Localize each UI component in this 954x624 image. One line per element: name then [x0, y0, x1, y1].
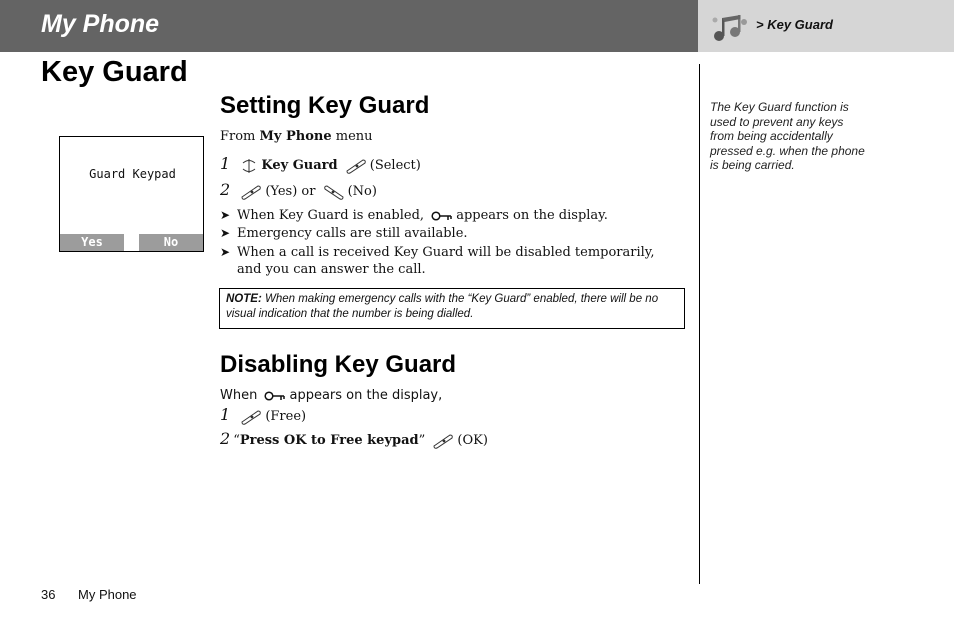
- bullet-text: appears on the display.: [456, 208, 608, 223]
- step-number: 1: [220, 405, 231, 424]
- step-action: (OK): [457, 433, 488, 448]
- intro-text: When: [220, 388, 258, 403]
- bullet-text: and you can answer the call.: [237, 262, 426, 277]
- step-menu-item: Key Guard: [261, 158, 338, 173]
- note-label: NOTE:: [226, 293, 262, 305]
- page-number: 36: [41, 587, 56, 602]
- bullet-call-received-cont: [220, 261, 426, 279]
- setting-step-1: [220, 155, 421, 175]
- bullet-text: When Key Guard is enabled,: [237, 208, 425, 223]
- step-yes-label: (Yes) or: [265, 184, 316, 199]
- left-soft-key-icon: [240, 409, 262, 425]
- step-prompt: Press OK to Free keypad: [239, 433, 419, 448]
- step-action: (Select): [369, 158, 421, 173]
- phone-screen-illustration: [59, 136, 204, 252]
- bullet-emergency: ➤ Emergency calls are still available.: [220, 226, 468, 241]
- softkey-no: No: [139, 234, 203, 251]
- quote-close: ”: [418, 433, 426, 448]
- left-soft-key-icon: [240, 184, 262, 200]
- step-no-label: (No): [347, 184, 377, 199]
- key-icon: [431, 210, 453, 222]
- disabling-heading: Disabling Key Guard: [220, 351, 457, 378]
- bullet-keyguard-enabled: ➤ When Key Guard is enabled, appears on the display.: [220, 208, 608, 223]
- bullet-text: When a call is received Key Guard will be disabled temporarily,: [237, 245, 655, 260]
- column-divider: [699, 64, 700, 584]
- key-icon: [264, 390, 286, 402]
- note-box: [219, 288, 685, 329]
- bullet-call-received: ➤ When a call is received Key Guard will be disabled temporarily,: [220, 245, 655, 260]
- softkey-yes: Yes: [60, 234, 124, 251]
- disabling-intro: [220, 387, 442, 405]
- intro-text: appears on the display,: [289, 388, 443, 403]
- header-bar: [0, 0, 698, 52]
- intro-menu-name: My Phone: [259, 129, 332, 144]
- setting-heading: Setting Key Guard: [220, 92, 430, 119]
- note-text: When making emergency calls with the “Key Guard” enabled, there will be no visual indication that the number is being dialled.: [226, 293, 659, 320]
- intro-prefix: From: [220, 129, 260, 144]
- intro-suffix: menu: [331, 129, 373, 144]
- footer-label: My Phone: [78, 587, 137, 602]
- page-title: Key Guard: [41, 56, 188, 88]
- setting-step-2: [220, 181, 377, 201]
- step-number: 1: [220, 154, 231, 173]
- sidenote: The Key Guard function is used to prevent any keys from being accidentally pressed e.g. when the phone is being carried.: [710, 100, 865, 172]
- quote-open: “: [233, 433, 240, 448]
- left-soft-key-icon: [345, 158, 367, 174]
- step-action: (Free): [265, 409, 307, 424]
- disabling-step-1: [220, 406, 306, 426]
- step-number: 2: [220, 429, 231, 448]
- bullet-text: Emergency calls are still available.: [237, 226, 468, 241]
- left-soft-key-icon: [432, 433, 454, 449]
- music-notes-icon: [710, 10, 750, 46]
- step-number: 2: [220, 180, 231, 199]
- setting-intro: [220, 128, 373, 146]
- phone-screen-text: Guard Keypad: [89, 167, 176, 181]
- section-title: My Phone: [41, 10, 160, 38]
- header-breadcrumb-area: [698, 0, 954, 52]
- disabling-step-2: [220, 430, 488, 450]
- breadcrumb: > Key Guard: [756, 17, 833, 32]
- right-soft-key-icon: [323, 184, 345, 200]
- navigation-key-icon: [240, 157, 258, 175]
